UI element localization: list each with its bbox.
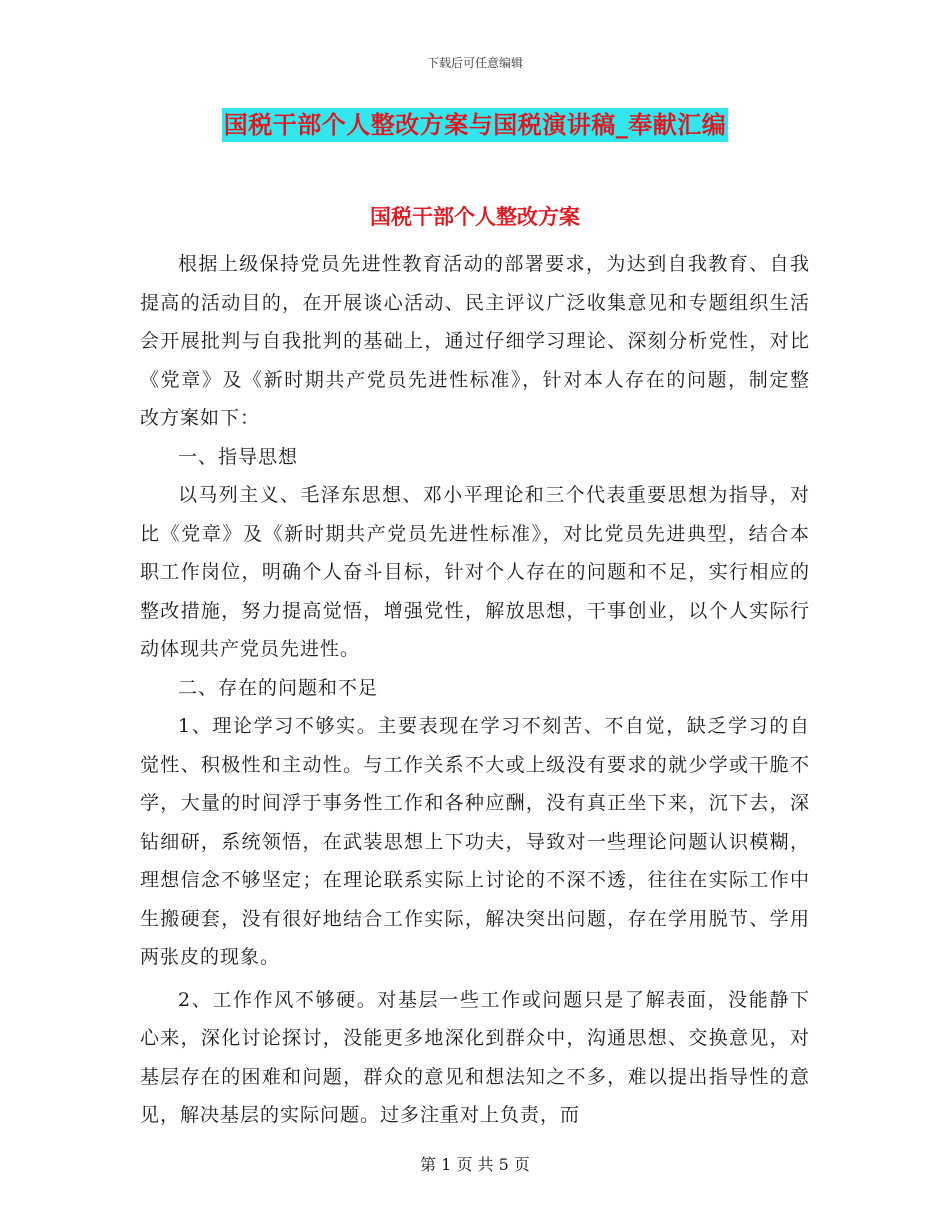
paragraph-guiding-thought: 以马列主义、毛泽东思想、邓小平理论和三个代表重要思想为指导，对比《党章》及《新时期共产党员先进性标准》，对比党员先进典型，结合本职工作岗位，明确个人奋斗目标，针对个人存在的问题和不足，实行相应的整改措施，努力提高觉悟，增强党性，解放思想，干事创业，以个人实际行动体现共产党员先进性。 [140, 484, 810, 660]
paragraph-intro: 根据上级保持党员先进性教育活动的部署要求，为达到自我教育、自我提高的活动目的，在开展谈心活动、民主评议广泛收集意见和专题组织生活会开展批判与自我批判的基础上，通过仔细学习理论、深刻分析党性，对比《党章》及《新时期共产党员先进性标准》，针对本人存在的问题，制定整改方案如下： [140, 253, 810, 429]
paragraph-problem-2: 2、工作作风不够硬。对基层一些工作或问题只是了解表面，没能静下心来，深化讨论探讨，没能更多地深化到群众中，沟通思想、交换意见，对基层存在的困难和问题，群众的意见和想法知之不多，难以提出指导性的意见，解决基层的实际问题。过多注重对上负责，而 [140, 988, 810, 1126]
section-title: 国税干部个人整改方案 [370, 205, 580, 229]
header-note: 下载后可任意编辑 [426, 56, 523, 70]
paragraph-problem-1: 1、理论学习不够实。主要表现在学习不刻苦、不自觉，缺乏学习的自觉性、积极性和主动性。与工作关系不大或上级没有要求的就少学或干脆不学，大量的时间浮于事务性工作和各种应酬，没有真正坐下来，沉下去，深钻细研，系统领悟，在武装思想上下功夫，导致对一些理论问题认识模糊，理想信念不够坚定；在理论联系实际上讨论的不深不透，往往在实际工作中生搬硬套，没有很好地结合工作实际，解决突出问题，存在学用脱节、学用两张皮的现象。 [140, 715, 810, 968]
heading-guiding-thought: 一、指导思想 [178, 445, 299, 468]
heading-problems: 二、存在的问题和不足 [178, 676, 379, 699]
main-title: 国税干部个人整改方案与国税演讲稿_奉献汇编 [222, 108, 729, 142]
main-title-container [0, 108, 950, 142]
document-body [140, 245, 810, 1135]
page-number-footer: 第 1 页 共 5 页 [420, 1155, 530, 1174]
